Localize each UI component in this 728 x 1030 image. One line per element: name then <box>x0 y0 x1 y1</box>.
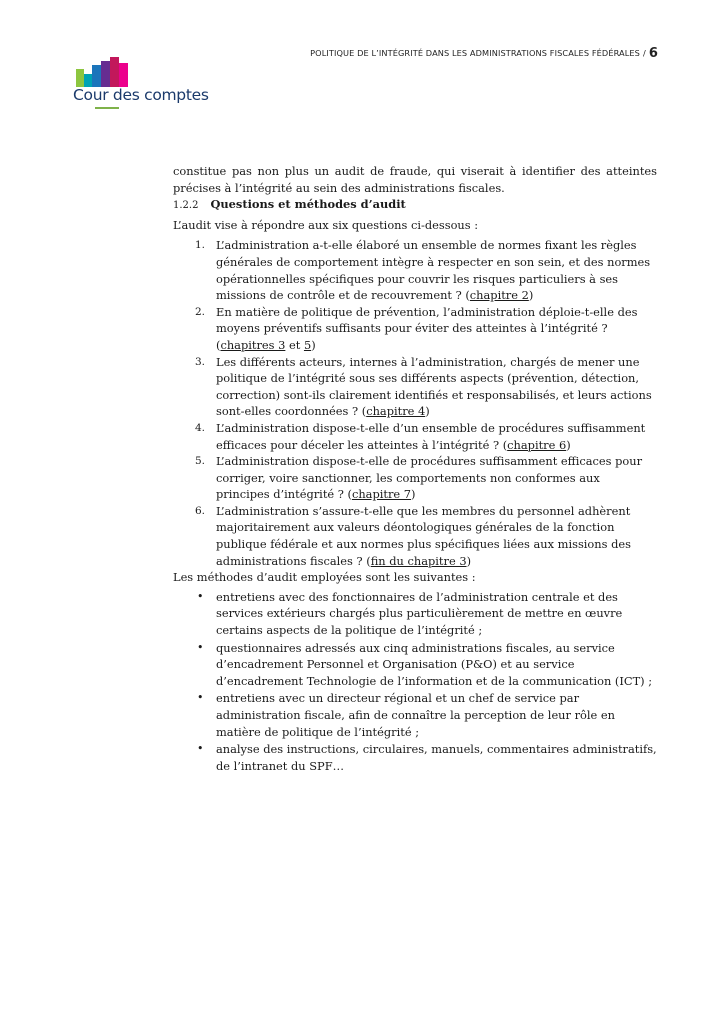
chapter-link[interactable]: chapitre 4 <box>366 404 426 419</box>
chapter-link[interactable]: chapitre 2 <box>469 288 529 303</box>
question-text: L’administration dispose-t-elle de procédures suffisamment efficaces pour corriger, voire sanctionner, les comportements non conformes aux principes d’intégrité ? ( <box>216 454 643 502</box>
page-number: 6 <box>648 46 658 61</box>
question-item <box>173 453 657 503</box>
question-end: ) <box>425 404 430 419</box>
logo-bar-green <box>76 69 84 87</box>
bullet-icon: • <box>197 589 204 603</box>
question-end: ) <box>311 337 316 352</box>
page-content <box>173 163 657 775</box>
logo-underline <box>95 107 119 109</box>
method-item <box>173 589 657 639</box>
cour-des-comptes-logo <box>73 55 209 115</box>
method-item <box>173 640 657 690</box>
bullet-icon: • <box>197 640 204 654</box>
question-number: 4. <box>195 421 206 434</box>
logo-text: Cour des comptes <box>73 86 209 104</box>
method-item <box>173 690 657 740</box>
questions-intro: L’audit vise à répondre aux six questions ci-dessous : <box>173 217 479 232</box>
questions-list <box>173 237 657 569</box>
question-end: ) <box>466 553 472 568</box>
question-number: 6. <box>195 504 206 517</box>
chapter-link[interactable]: 5 <box>303 337 312 352</box>
bullet-icon: • <box>197 742 204 756</box>
logo-bar-purple <box>101 61 110 87</box>
logo-bar-magenta <box>119 63 128 87</box>
bullet-icon: • <box>197 691 204 705</box>
question-text: L’administration dispose-t-elle d’un ensemble de procédures suffisamment efficaces pour déceler les atteintes à l’intégrité ? ( <box>216 420 646 452</box>
header-title: POLITIQUE DE L’INTÉGRITÉ DANS LES ADMINISTRATIONS FISCALES FÉDÉRALES <box>310 48 640 58</box>
question-text: L’administration s’assure-t-elle que les membres du personnel adhèrent majoritairement aux valeurs déontologiques générales de la fonction publique fédérale et aux normes plus spécifiques liées aux missions des administrations fiscales ? ( <box>216 503 631 568</box>
chapter-link[interactable]: chapitre 7 <box>351 487 412 502</box>
question-end: ) <box>528 288 534 303</box>
logo-bar-crimson <box>110 57 119 87</box>
section-title: Questions et méthodes d’audit <box>210 197 406 212</box>
method-text: questionnaires adressés aux cinq administrations fiscales, au service d’encadrement Personnel et Organisation (P&O) et au service d’encadrement Technologie de l’information et de la communication (ICT) ; <box>216 640 653 688</box>
chapter-link[interactable]: chapitre 6 <box>507 437 567 452</box>
question-number: 1. <box>195 239 206 252</box>
question-connector: et <box>285 337 304 352</box>
methods-list <box>173 589 657 775</box>
question-item <box>173 354 657 420</box>
method-text: analyse des instructions, circulaires, manuels, commentaires administratifs, de l’intranet du SPF… <box>216 742 657 773</box>
intro-continuation: constitue pas non plus un audit de fraude, qui viserait à identifier des atteintes précises à l’intégrité au sein des administrations fiscales. <box>173 164 657 195</box>
method-text: entretiens avec des fonctionnaires de l’administration centrale et des services extérieurs chargés plus particulièrement de mettre en œuvre certains aspects de la politique de l’intégrité ; <box>216 589 623 638</box>
question-item <box>173 237 657 303</box>
method-item <box>173 741 657 774</box>
method-text: entretiens avec un directeur régional et un chef de service par administration fiscale, afin de connaître la perception de leur rôle en matière de politique de l’intégrité ; <box>216 691 615 739</box>
methods-intro: Les méthodes d’audit employées sont les suivantes : <box>173 570 476 585</box>
question-item <box>173 503 657 569</box>
section-number: 1.2.2 <box>173 200 199 212</box>
header-separator: / <box>642 48 646 58</box>
chapter-link[interactable]: chapitres 3 <box>220 337 286 352</box>
question-text: L’administration a-t-elle élaboré un ensemble de normes fixant les règles générales de comportement intègre à respecter en son sein, et des normes opérationnelles spécifiques pour couvrir les risques particuliers à ses missions de contrôle et de recouvrement ? ( <box>216 238 651 303</box>
running-header <box>310 46 658 61</box>
question-text: En matière de politique de prévention, l’administration déploie-t-elle des moyens préventifs suffisants pour éviter des atteintes à l’intégrité ? ( <box>216 304 638 352</box>
question-end: ) <box>566 437 571 452</box>
question-number: 2. <box>195 305 206 318</box>
question-number: 5. <box>195 455 206 468</box>
question-text: Les différents acteurs, internes à l’administration, chargés de mener une politique de l’intégrité sous ses différents aspects (prévention, détection, correction) sont-ils clairement identifiés et responsabilisés, et leurs actions sont-elles coordonnées ? ( <box>216 354 652 419</box>
chapter-link[interactable]: fin du chapitre 3 <box>370 553 467 568</box>
logo-bars <box>73 55 203 87</box>
question-end: ) <box>411 487 416 502</box>
question-item <box>173 304 657 354</box>
question-item <box>173 420 657 453</box>
section-heading <box>173 196 657 215</box>
logo-bar-blue <box>92 65 101 87</box>
question-number: 3. <box>195 355 206 368</box>
